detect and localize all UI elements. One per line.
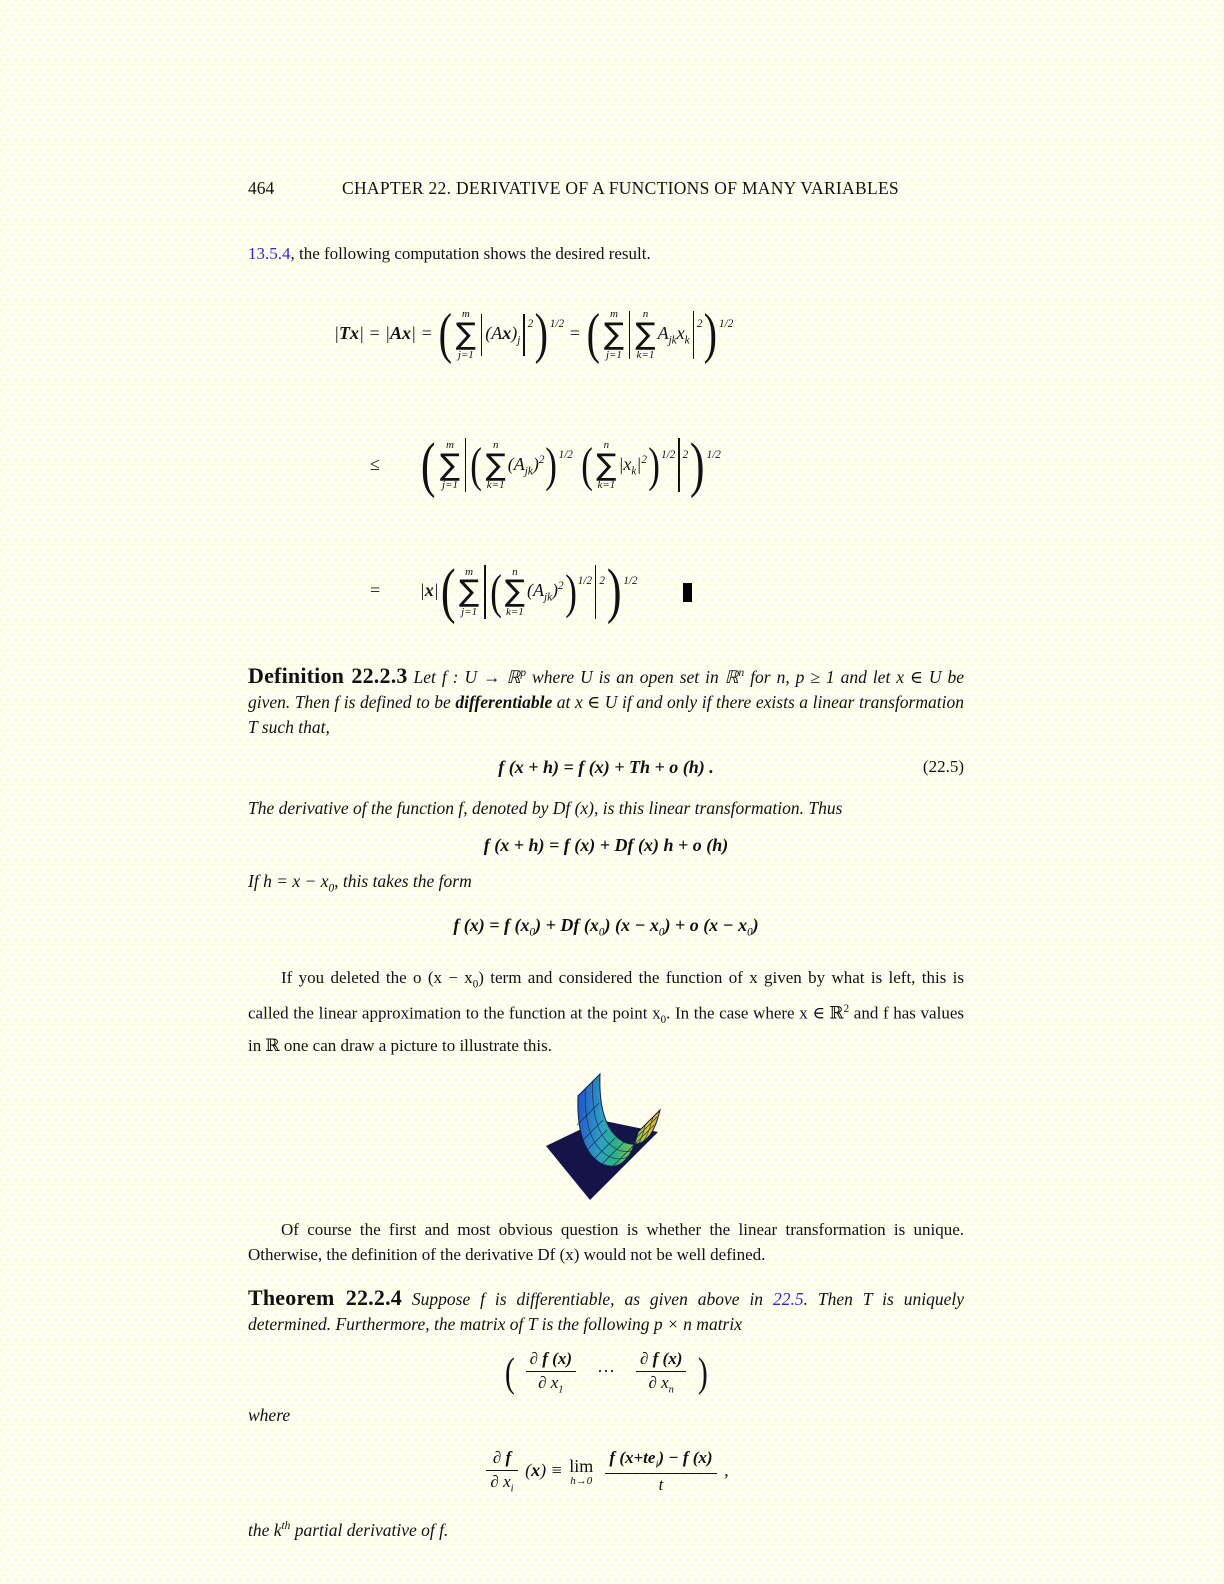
curved-surface xyxy=(578,1074,660,1166)
sum-limit: n xyxy=(642,308,649,321)
fraction xyxy=(526,1350,576,1396)
text-segment: differentiable xyxy=(455,691,553,712)
subscript: 0 xyxy=(747,926,753,939)
big-paren: ( xyxy=(504,1349,515,1396)
equation-linear-form xyxy=(248,901,964,957)
big-paren: ) xyxy=(564,564,577,619)
sum-limit: ∑ xyxy=(485,447,506,483)
text-segment: and f has values in ℝ one can draw a picture to illustrate this. xyxy=(248,1003,969,1056)
fraction-part xyxy=(489,1449,515,1468)
math-text: ) xyxy=(552,580,559,601)
norm-bar xyxy=(465,438,466,492)
superscript: 1/2 xyxy=(661,448,676,461)
norm-bar xyxy=(523,314,524,355)
main-computation xyxy=(248,274,964,653)
sum-limit: m xyxy=(461,308,470,321)
chapter-title: CHAPTER 22. DERIVATIVE OF A FUNCTIONS OF MANY VARIABLES xyxy=(342,178,899,198)
superscript: 2 xyxy=(682,448,689,461)
subscript: 0 xyxy=(658,926,665,939)
norm-bar xyxy=(484,565,485,619)
text-segment: 0 xyxy=(472,978,479,991)
where-line xyxy=(248,1403,964,1428)
superscript: 1/2 xyxy=(549,318,565,331)
sum-limit: ∑ xyxy=(504,574,525,610)
fraction-part xyxy=(526,1350,576,1369)
math-text: ∂ x xyxy=(648,1372,669,1392)
text-segment: at x ∈ U if and only if there exists a linear transformation T such that, xyxy=(248,691,969,737)
figure-block xyxy=(248,1070,964,1209)
subscript: 0 xyxy=(529,926,536,939)
norm-bar xyxy=(629,311,630,360)
fraction-part xyxy=(526,1371,576,1372)
summation-symbol xyxy=(459,566,479,619)
fraction-part xyxy=(636,1350,686,1369)
sum-limit: ∑ xyxy=(439,447,461,483)
cross-reference-link[interactable]: 13.5.4 xyxy=(248,244,291,263)
math-text: | xyxy=(419,580,425,601)
sum-limit: m xyxy=(609,308,618,321)
sum-limit: m xyxy=(446,439,454,452)
text-segment: , this takes the form xyxy=(334,870,472,891)
math-text: ( xyxy=(520,1460,532,1481)
superscript: 2 xyxy=(538,453,545,466)
big-paren: ( xyxy=(440,557,456,626)
summation-symbol xyxy=(505,566,525,619)
sum-limit: j=1 xyxy=(457,348,474,361)
math-text: |x xyxy=(618,453,632,474)
text-segment: the k xyxy=(248,1519,282,1540)
text-segment: 0 xyxy=(660,1014,667,1027)
big-paren: ( xyxy=(581,438,593,493)
subscript: jk xyxy=(668,334,677,347)
sum-limit: k=1 xyxy=(636,348,655,361)
fraction-part xyxy=(605,1473,716,1474)
big-paren: ) xyxy=(534,302,549,365)
math-text: ∂ x xyxy=(538,1372,559,1392)
big-paren: ) xyxy=(606,557,622,626)
equation-22-5-body xyxy=(498,757,714,777)
math-text: ) ≡ xyxy=(540,1460,568,1481)
running-header xyxy=(248,178,964,199)
math-text: , xyxy=(719,1460,729,1481)
equation-tag: (22.5) xyxy=(922,756,964,776)
subscript: i xyxy=(510,1483,514,1495)
norm-bar xyxy=(678,438,679,492)
big-paren: ( xyxy=(489,564,502,619)
text-segment: Of course the first and most obvious question is whether the linear transformation is unique. Otherwise, the definition of the derivative Df (x) would not be well defined. xyxy=(248,1220,969,1265)
math-text: (A xyxy=(526,580,544,601)
norm-bar xyxy=(595,565,596,619)
math-text: ··· xyxy=(597,1361,615,1382)
big-paren: ( xyxy=(586,302,601,365)
big-paren: ) xyxy=(704,302,718,365)
math-text: | = xyxy=(411,323,438,343)
fraction xyxy=(605,1449,716,1495)
math-text: Tx xyxy=(338,323,359,343)
superscript: 2 xyxy=(696,318,703,331)
text-segment: Let f : U → ℝ xyxy=(407,666,521,687)
math-text: f (x) = f (x xyxy=(453,915,530,936)
sum-limit: n xyxy=(492,439,499,452)
sum-limit: ∑ xyxy=(459,574,480,610)
math-text: | xyxy=(334,323,339,343)
summation-symbol xyxy=(486,439,506,492)
fraction-part xyxy=(636,1371,686,1372)
math-text: | = | xyxy=(358,323,390,343)
text-segment: where U is an open set in ℝ xyxy=(526,666,739,687)
sum-limit: m xyxy=(465,565,474,578)
math-text: f (x + h) = f (x) + Th + o (h) . xyxy=(498,756,714,777)
math-text: = xyxy=(370,580,381,601)
math-text: | xyxy=(636,453,642,474)
text-segment: 0 xyxy=(328,882,335,895)
subscript: k xyxy=(684,334,690,347)
math-text: x xyxy=(531,1460,541,1481)
math-text: ∂ f (x) xyxy=(639,1349,683,1369)
if-h-sentence xyxy=(248,869,964,902)
superscript: 1/2 xyxy=(577,575,593,588)
subscript: jk xyxy=(524,465,533,478)
math-text: x xyxy=(502,323,512,343)
theorem-heading: Theorem 22.2.4 xyxy=(248,1285,402,1311)
summation-symbol xyxy=(596,439,616,492)
text-segment: th xyxy=(281,1520,291,1533)
math-text: ∂ x xyxy=(490,1471,511,1491)
big-paren: ) xyxy=(697,1349,708,1396)
text-segment: Suppose f is differentiable, as given above in xyxy=(401,1289,773,1310)
equation-partial-derivative xyxy=(248,1428,964,1512)
sum-limit: k=1 xyxy=(505,605,524,618)
summation-symbol xyxy=(456,308,476,361)
subscript: jk xyxy=(543,591,553,604)
superscript: 1/2 xyxy=(719,318,734,331)
math-text: Ax xyxy=(390,323,412,343)
math-text: ) xyxy=(752,915,759,936)
superscript: 1/2 xyxy=(558,448,573,461)
equation-line-2 xyxy=(248,400,964,532)
equation-derivative xyxy=(248,821,964,869)
equation-line-3 xyxy=(248,531,964,653)
text-segment: ) term and considered the function of x given by what is left, this is called the linear approximation to the function at the point x xyxy=(248,967,969,1023)
surface-plot-figure xyxy=(540,1070,672,1204)
subscript: i xyxy=(655,1459,659,1471)
text-segment: 2 xyxy=(843,1003,850,1016)
superscript: 2 xyxy=(527,318,534,331)
ofcourse-paragraph xyxy=(248,1217,969,1267)
big-paren: ( xyxy=(438,302,453,365)
fraction-part xyxy=(605,1449,716,1471)
math-text: ) − f (x) xyxy=(658,1448,713,1468)
superscript: 2 xyxy=(641,453,647,466)
definition-heading: Definition 22.2.3 xyxy=(248,662,408,688)
sum-limit: ∑ xyxy=(596,447,617,483)
fraction xyxy=(636,1350,686,1396)
sum-limit: j=1 xyxy=(605,348,622,361)
text-segment: n xyxy=(738,666,745,679)
summation-symbol xyxy=(440,439,460,492)
math-text: ) + Df (x xyxy=(535,915,599,936)
derivative-sentence xyxy=(248,796,964,821)
math-text: ) (x − x xyxy=(604,915,659,936)
text-segment: The derivative of the function f, denoted by Df (x), is this linear transformation. Thus xyxy=(248,797,843,818)
math-text: (A xyxy=(485,323,503,343)
qed-box xyxy=(683,583,692,602)
big-paren: ) xyxy=(648,438,660,493)
fraction-part xyxy=(644,1374,677,1396)
deleted-term-paragraph xyxy=(248,965,969,1058)
sum-limit: n xyxy=(603,439,610,452)
page-number: 464 xyxy=(248,178,275,198)
text-segment: where xyxy=(248,1405,291,1426)
equation-matrix xyxy=(248,1339,964,1403)
big-paren: ( xyxy=(421,430,437,499)
text-segment: If h = x − x xyxy=(248,870,329,891)
math-text: ∂ f xyxy=(492,1448,512,1468)
summation-symbol xyxy=(604,308,624,361)
math-text: f (x+te xyxy=(609,1448,656,1468)
text-segment: for n, p ≥ 1 and let x ∈ U be given. Then f is defined to be xyxy=(248,666,969,712)
superscript: 2 xyxy=(558,580,564,593)
math-text: ∂ f (x) xyxy=(529,1349,572,1369)
limit-part: h→0 xyxy=(570,1474,593,1487)
superscript: 2 xyxy=(599,575,605,588)
fraction-part xyxy=(486,1473,517,1495)
text-segment: , the following computation shows the desired result. xyxy=(290,244,651,263)
page-content xyxy=(248,178,969,1543)
math-text: t xyxy=(658,1475,664,1495)
fraction xyxy=(486,1449,517,1495)
subscript: 0 xyxy=(598,926,605,939)
superscript: 1/2 xyxy=(706,448,721,461)
norm-bar xyxy=(481,314,482,355)
cross-reference-link[interactable]: 22.5 xyxy=(772,1289,804,1310)
sum-limit: j=1 xyxy=(441,479,458,492)
summation-symbol xyxy=(635,308,655,361)
text-segment: . In the case where x ∈ ℝ xyxy=(666,1003,844,1023)
math-text: (A xyxy=(507,453,525,474)
text-segment: If you deleted the o (x − x xyxy=(281,967,473,987)
text-segment: p xyxy=(520,666,527,679)
math-text: ≤ xyxy=(370,453,380,474)
sum-limit: j=1 xyxy=(461,605,478,618)
sum-limit: ∑ xyxy=(455,317,476,353)
fraction-part xyxy=(655,1476,668,1495)
subscript: j xyxy=(517,334,521,347)
equation-22-5 xyxy=(248,744,964,790)
sum-limit: n xyxy=(512,565,518,578)
norm-bar xyxy=(693,311,694,360)
subscript: 1 xyxy=(558,1384,564,1396)
big-paren: ) xyxy=(545,438,558,493)
limit-operator xyxy=(569,1457,593,1488)
sum-limit: ∑ xyxy=(603,317,625,353)
math-text: = xyxy=(564,323,586,343)
theorem-paragraph xyxy=(248,1285,969,1337)
math-text: f (x + h) = f (x) + Df (x) h + o (h) xyxy=(483,834,729,855)
definition-paragraph xyxy=(248,661,969,740)
math-text: x xyxy=(676,323,685,343)
fraction-part xyxy=(534,1374,567,1396)
big-paren: ) xyxy=(690,430,705,499)
superscript: 1/2 xyxy=(623,575,638,588)
math-text: x xyxy=(424,580,434,601)
sum-limit: k=1 xyxy=(486,479,505,492)
sum-limit: ∑ xyxy=(635,317,656,353)
equation-line-1 xyxy=(248,274,964,400)
final-line xyxy=(248,1514,964,1543)
sum-limit: k=1 xyxy=(597,479,616,492)
fraction-part xyxy=(486,1470,517,1471)
limit-part: lim xyxy=(569,1455,594,1476)
big-paren: ( xyxy=(470,438,483,493)
subscript: k xyxy=(631,465,637,478)
subscript: n xyxy=(668,1384,674,1396)
math-text: | xyxy=(433,580,439,601)
intro-paragraph xyxy=(248,241,964,266)
math-text: A xyxy=(657,323,669,343)
text-segment: partial derivative of f. xyxy=(290,1519,449,1540)
text-segment: . Then T is uniquely determined. Furthermore, the matrix of T is the following p × n matrix xyxy=(248,1289,969,1335)
math-text: ) + o (x − x xyxy=(664,915,748,936)
math-text: ) xyxy=(511,323,518,343)
math-text: ) xyxy=(532,453,539,474)
